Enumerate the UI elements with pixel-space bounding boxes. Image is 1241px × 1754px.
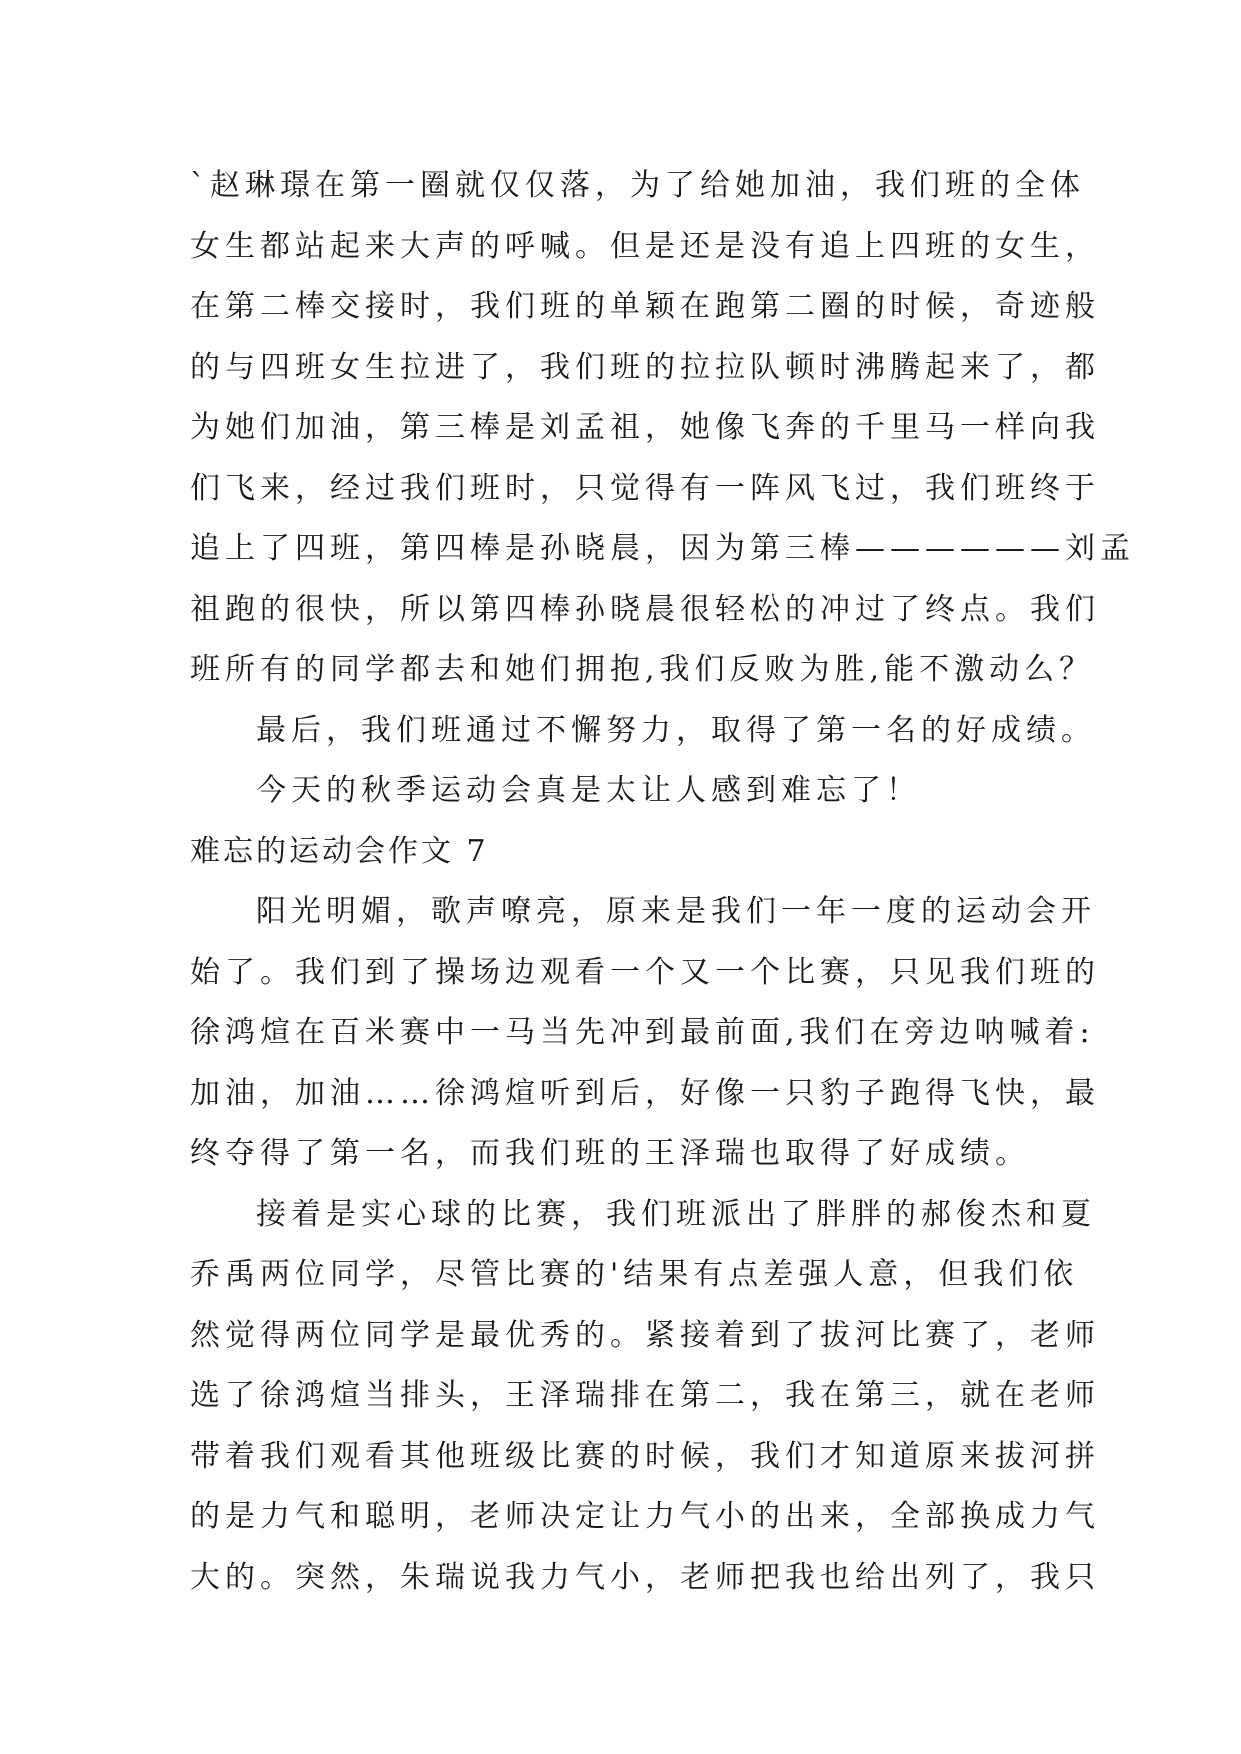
text-line: 追上了四班，第四棒是孙晓晨，因为第三棒——————刘孟 — [190, 531, 1135, 566]
text-line: 带着我们观看其他班级比赛的时候，我们才知道原来拔河拼 — [190, 1438, 1100, 1474]
text-line: 在第二棒交接时，我们班的单颖在跑第二圈的时候，奇迹般 — [190, 289, 1100, 324]
paragraph-line: 接着是实心球的比赛，我们班派出了胖胖的郝俊杰和夏 — [256, 1196, 1096, 1232]
text-line: 的与四班女生拉进了，我们班的拉拉队顿时沸腾起来了，都 — [190, 349, 1100, 385]
document-body — [190, 156, 1135, 1608]
paragraph-line: 今天的秋季运动会真是太让人感到难忘了！ — [256, 773, 921, 808]
paragraph-line: 最后，我们班通过不懈努力，取得了第一名的好成绩。 — [256, 712, 1096, 748]
text-line: 终夺得了第一名，而我们班的王泽瑞也取得了好成绩。 — [190, 1136, 1030, 1171]
section-heading: 难忘的运动会作文 7 — [190, 833, 489, 869]
text-line: 的是力气和聪明，老师决定让力气小的出来，全部换成力气 — [190, 1499, 1100, 1534]
paragraph-line: 阳光明媚，歌声嘹亮，原来是我们一年一度的运动会开 — [256, 894, 1096, 929]
text-line: 乔禹两位同学，尽管比赛的'结果有点差强人意，但我们依 — [190, 1257, 1079, 1292]
text-line: 然觉得两位同学是最优秀的。紧接着到了拔河比赛了，老师 — [190, 1317, 1100, 1353]
text-line: 班所有的同学都去和她们拥抱,我们反败为胜,能不激动么？ — [190, 652, 1095, 687]
text-line: 始了。我们到了操场边观看一个又一个比赛，只见我们班的 — [190, 954, 1100, 990]
text-line: 大的。突然，朱瑞说我力气小，老师把我也给出列了，我只 — [190, 1559, 1100, 1595]
text-line: 们飞来，经过我们班时，只觉得有一阵风飞过，我们班终于 — [190, 470, 1100, 506]
text-line: 徐鸿煊在百米赛中一马当先冲到最前面,我们在旁边呐喊着: — [190, 1015, 1095, 1050]
text-line: 女生都站起来大声的呼喊。但是还是没有追上四班的女生， — [190, 228, 1100, 264]
text-line: `赵琳璟在第一圈就仅仅落，为了给她加油，我们班的全体 — [190, 168, 1085, 203]
text-line: 祖跑的很快，所以第四棒孙晓晨很轻松的冲过了终点。我们 — [190, 591, 1100, 627]
text-line: 为她们加油，第三棒是刘孟祖，她像飞奔的千里马一样向我 — [190, 410, 1100, 445]
text-line: 选了徐鸿煊当排头，王泽瑞排在第二，我在第三，就在老师 — [190, 1378, 1100, 1413]
text-line: 加油，加油……徐鸿煊听到后，好像一只豹子跑得飞快，最 — [190, 1075, 1100, 1111]
